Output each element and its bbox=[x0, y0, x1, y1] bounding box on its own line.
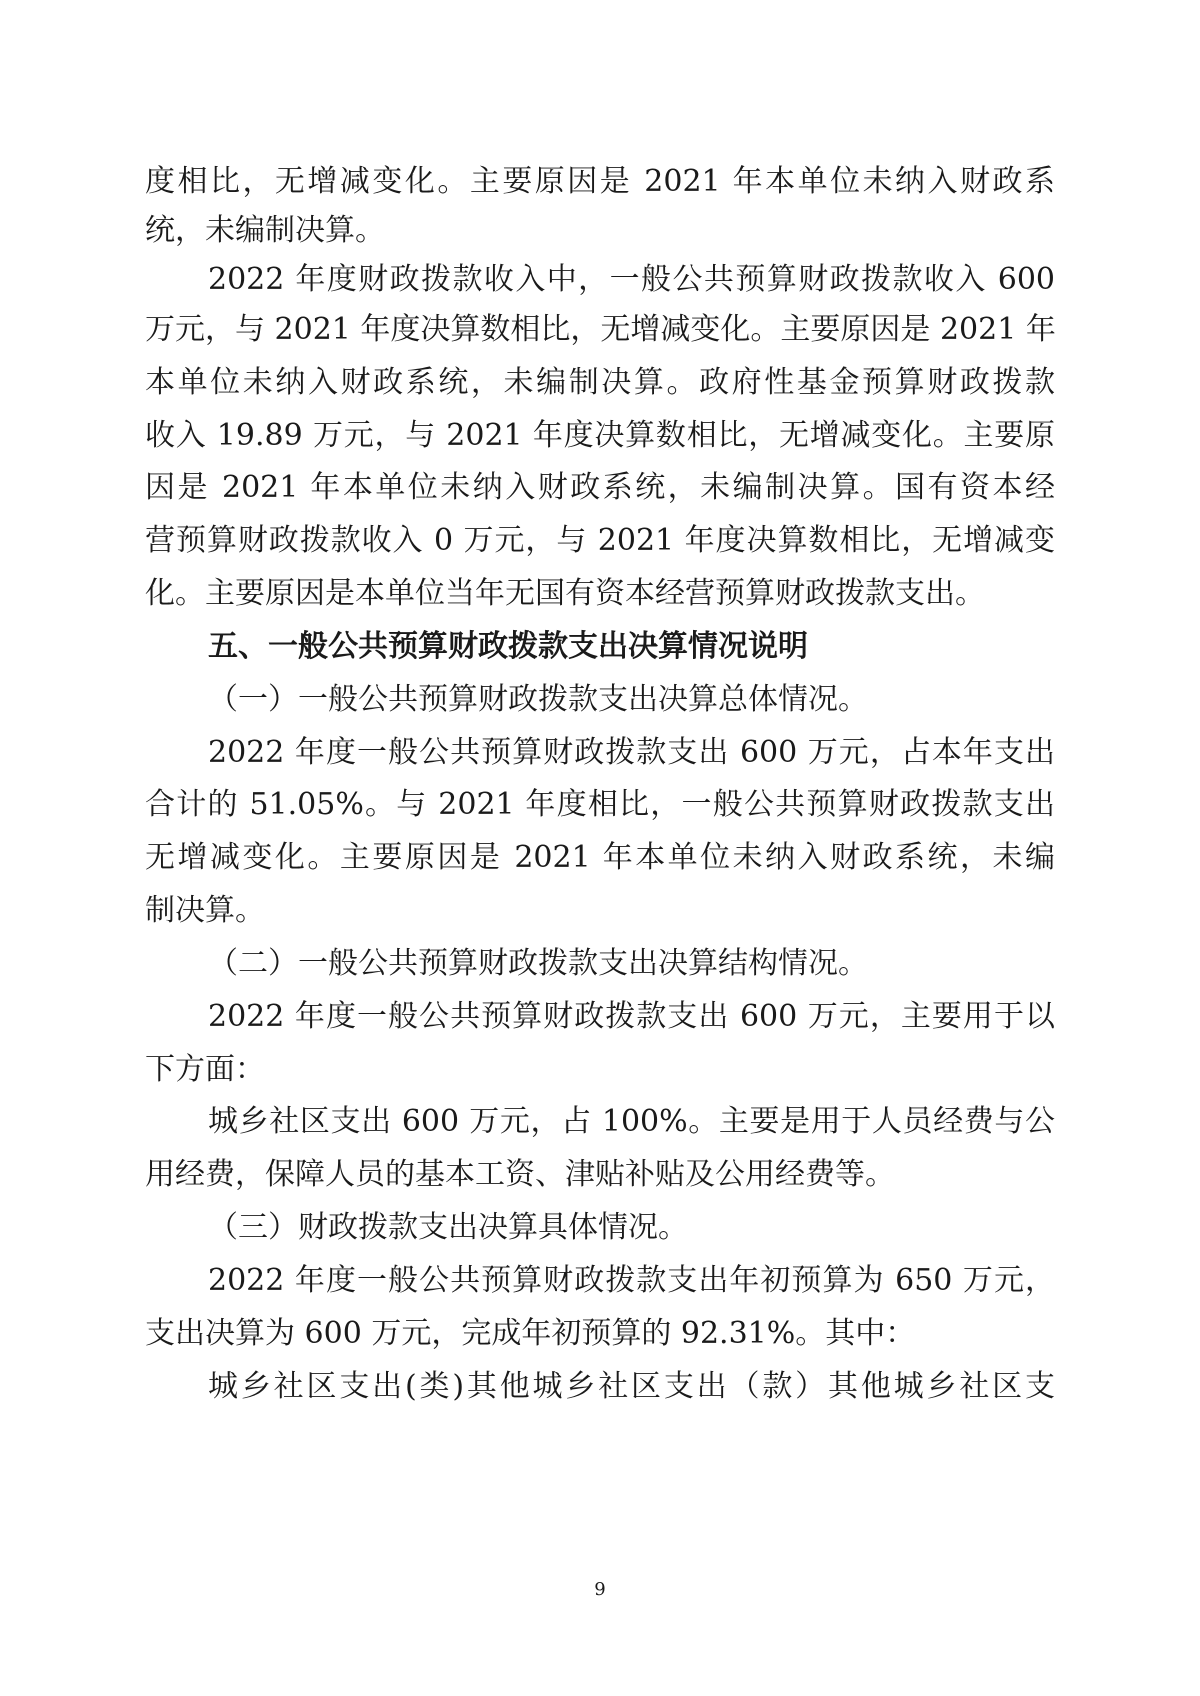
body-text-line: 收入 19.89 万元，与 2021 年度决算数相比，无增减变化。主要原 bbox=[145, 418, 1055, 453]
body-text-line: 2022 年度一般公共预算财政拨款支出 600 万元，占本年支出 bbox=[208, 735, 1055, 770]
body-text-line: 2022 年度一般公共预算财政拨款支出年初预算为 650 万元， bbox=[208, 1263, 1055, 1298]
page-number: 9 bbox=[594, 1579, 606, 1600]
body-text-line: 万元，与 2021 年度决算数相比，无增减变化。主要原因是 2021 年 bbox=[145, 312, 1056, 347]
subsection-heading: （一）一般公共预算财政拨款支出决算总体情况。 bbox=[208, 682, 868, 717]
subsection-heading: （三）财政拨款支出决算具体情况。 bbox=[208, 1210, 688, 1245]
body-text-line: 城乡社区支出 600 万元，占 100%。主要是用于人员经费与公 bbox=[208, 1104, 1055, 1139]
body-text-line: 本单位未纳入财政系统，未编制决算。政府性基金预算财政拨款 bbox=[145, 365, 1055, 400]
body-text-line: 因是 2021 年本单位未纳入财政系统，未编制决算。国有资本经 bbox=[145, 470, 1055, 505]
body-text-line: 制决算。 bbox=[145, 893, 265, 928]
body-text-line: 无增减变化。主要原因是 2021 年本单位未纳入财政系统，未编 bbox=[145, 840, 1055, 875]
body-text-line: 2022 年度财政拨款收入中，一般公共预算财政拨款收入 600 bbox=[208, 262, 1055, 297]
section-heading: 五、一般公共预算财政拨款支出决算情况说明 bbox=[208, 629, 808, 664]
subsection-heading: （二）一般公共预算财政拨款支出决算结构情况。 bbox=[208, 946, 868, 981]
body-text-line: 下方面： bbox=[145, 1052, 265, 1087]
body-text-line: 用经费，保障人员的基本工资、津贴补贴及公用经费等。 bbox=[145, 1157, 895, 1192]
body-text-line: 统，未编制决算。 bbox=[145, 213, 385, 248]
body-text-line: 营预算财政拨款收入 0 万元，与 2021 年度决算数相比，无增减变 bbox=[145, 523, 1055, 558]
body-text-line: 合计的 51.05%。与 2021 年度相比，一般公共预算财政拨款支出 bbox=[145, 787, 1055, 822]
body-text-line: 支出决算为 600 万元，完成年初预算的 92.31%。其中： bbox=[145, 1316, 916, 1351]
body-text-line: 2022 年度一般公共预算财政拨款支出 600 万元，主要用于以 bbox=[208, 999, 1055, 1034]
body-text-line: 城乡社区支出(类)其他城乡社区支出（款）其他城乡社区支 bbox=[208, 1369, 1055, 1404]
body-text-line: 度相比，无增减变化。主要原因是 2021 年本单位未纳入财政系 bbox=[145, 164, 1055, 199]
body-text-line: 化。主要原因是本单位当年无国有资本经营预算财政拨款支出。 bbox=[145, 576, 985, 611]
